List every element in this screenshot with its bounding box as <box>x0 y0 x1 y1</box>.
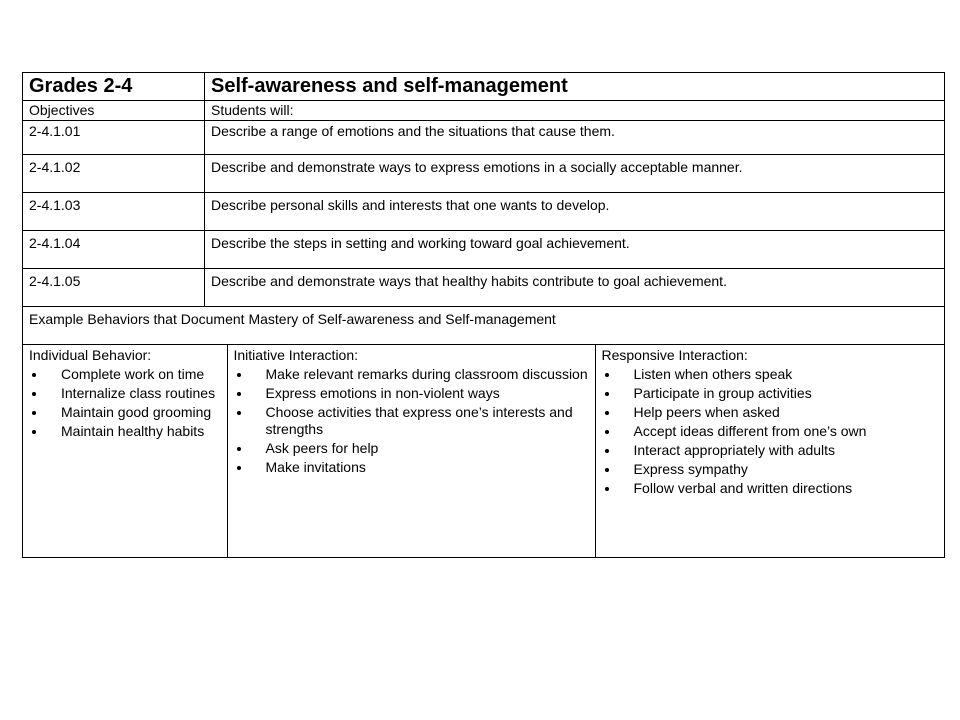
behaviors-row <box>23 345 945 558</box>
initiative-interaction-cell <box>227 345 595 557</box>
bullet-icon <box>605 449 609 453</box>
bullet-icon <box>237 373 241 377</box>
objective-row <box>23 269 945 307</box>
bullet-icon <box>605 392 609 396</box>
bullet-icon <box>605 373 609 377</box>
list-item <box>234 459 591 476</box>
standards-table <box>22 72 945 558</box>
objective-text: Describe the steps in setting and working toward goal achievement. <box>205 231 945 269</box>
bullet-icon <box>605 430 609 434</box>
bullet-icon <box>237 466 241 470</box>
behaviors-table <box>23 345 945 557</box>
list-item-text: Make invitations <box>265 459 366 475</box>
bullet-icon <box>32 430 36 434</box>
objective-row <box>23 231 945 269</box>
objective-code: 2-4.1.01 <box>23 121 205 155</box>
table-title: Self-awareness and self-management <box>205 73 945 101</box>
list-item <box>234 366 591 383</box>
objectives-label: Objectives <box>23 101 205 121</box>
objective-code: 2-4.1.05 <box>23 269 205 307</box>
list-item <box>29 385 223 402</box>
list-item <box>602 442 942 459</box>
list-item-text: Express sympathy <box>633 461 748 477</box>
initiative-interaction-heading: Initiative Interaction: <box>233 347 359 363</box>
bullet-icon <box>32 411 36 415</box>
list-item-text: Follow verbal and written directions <box>633 480 853 496</box>
objective-text: Describe personal skills and interests that one wants to develop. <box>205 193 945 231</box>
example-heading-row <box>23 307 945 345</box>
students-will-label: Students will: <box>205 101 945 121</box>
bullet-icon <box>237 447 241 451</box>
list-item <box>29 423 223 440</box>
list-item <box>602 366 942 383</box>
list-item-text: Participate in group activities <box>633 385 812 401</box>
list-item <box>602 480 942 497</box>
responsive-interaction-heading: Responsive Interaction: <box>601 347 748 363</box>
subheader-row <box>23 101 945 121</box>
list-item <box>602 423 942 440</box>
list-item-text: Maintain good grooming <box>61 404 212 420</box>
responsive-interaction-list <box>602 366 942 497</box>
objective-text: Describe a range of emotions and the situations that cause them. <box>205 121 945 155</box>
list-item-text: Make relevant remarks during classroom discussion <box>265 366 588 382</box>
list-item <box>234 385 591 402</box>
objective-row <box>23 155 945 193</box>
list-item-text: Interact appropriately with adults <box>633 442 836 458</box>
list-item-text: Choose activities that express one’s interests and strengths <box>265 404 573 437</box>
list-item-text: Help peers when asked <box>633 404 780 420</box>
individual-behavior-heading: Individual Behavior: <box>29 347 152 363</box>
list-item-text: Complete work on time <box>61 366 205 382</box>
bullet-icon <box>605 468 609 472</box>
initiative-interaction-list <box>234 366 591 476</box>
list-item <box>602 404 942 421</box>
list-item-text: Ask peers for help <box>265 440 379 456</box>
grade-label: Grades 2-4 <box>23 73 205 101</box>
example-heading: Example Behaviors that Document Mastery of Self-awareness and Self-management <box>23 307 945 345</box>
bullet-icon <box>32 373 36 377</box>
list-item <box>29 404 223 421</box>
list-item <box>602 461 942 478</box>
list-item-text: Maintain healthy habits <box>61 423 205 439</box>
list-item <box>29 366 223 383</box>
list-item-text: Accept ideas different from one’s own <box>633 423 867 439</box>
list-item-text: Internalize class routines <box>61 385 216 401</box>
objective-code: 2-4.1.02 <box>23 155 205 193</box>
objective-row <box>23 121 945 155</box>
list-item <box>234 404 591 438</box>
list-item <box>602 385 942 402</box>
bullet-icon <box>237 411 241 415</box>
bullet-icon <box>237 392 241 396</box>
bullet-icon <box>32 392 36 396</box>
list-item-text: Listen when others speak <box>633 366 793 382</box>
objective-code: 2-4.1.04 <box>23 231 205 269</box>
individual-behavior-cell <box>23 345 227 557</box>
bullet-icon <box>605 487 609 491</box>
responsive-interaction-cell <box>595 345 945 557</box>
individual-behavior-list <box>29 366 223 440</box>
objective-text: Describe and demonstrate ways to express emotions in a socially acceptable manner. <box>205 155 945 193</box>
objective-row <box>23 193 945 231</box>
header-row <box>23 73 945 101</box>
objective-text: Describe and demonstrate ways that healthy habits contribute to goal achievement. <box>205 269 945 307</box>
list-item <box>234 440 591 457</box>
objective-code: 2-4.1.03 <box>23 193 205 231</box>
bullet-icon <box>605 411 609 415</box>
list-item-text: Express emotions in non-violent ways <box>265 385 500 401</box>
